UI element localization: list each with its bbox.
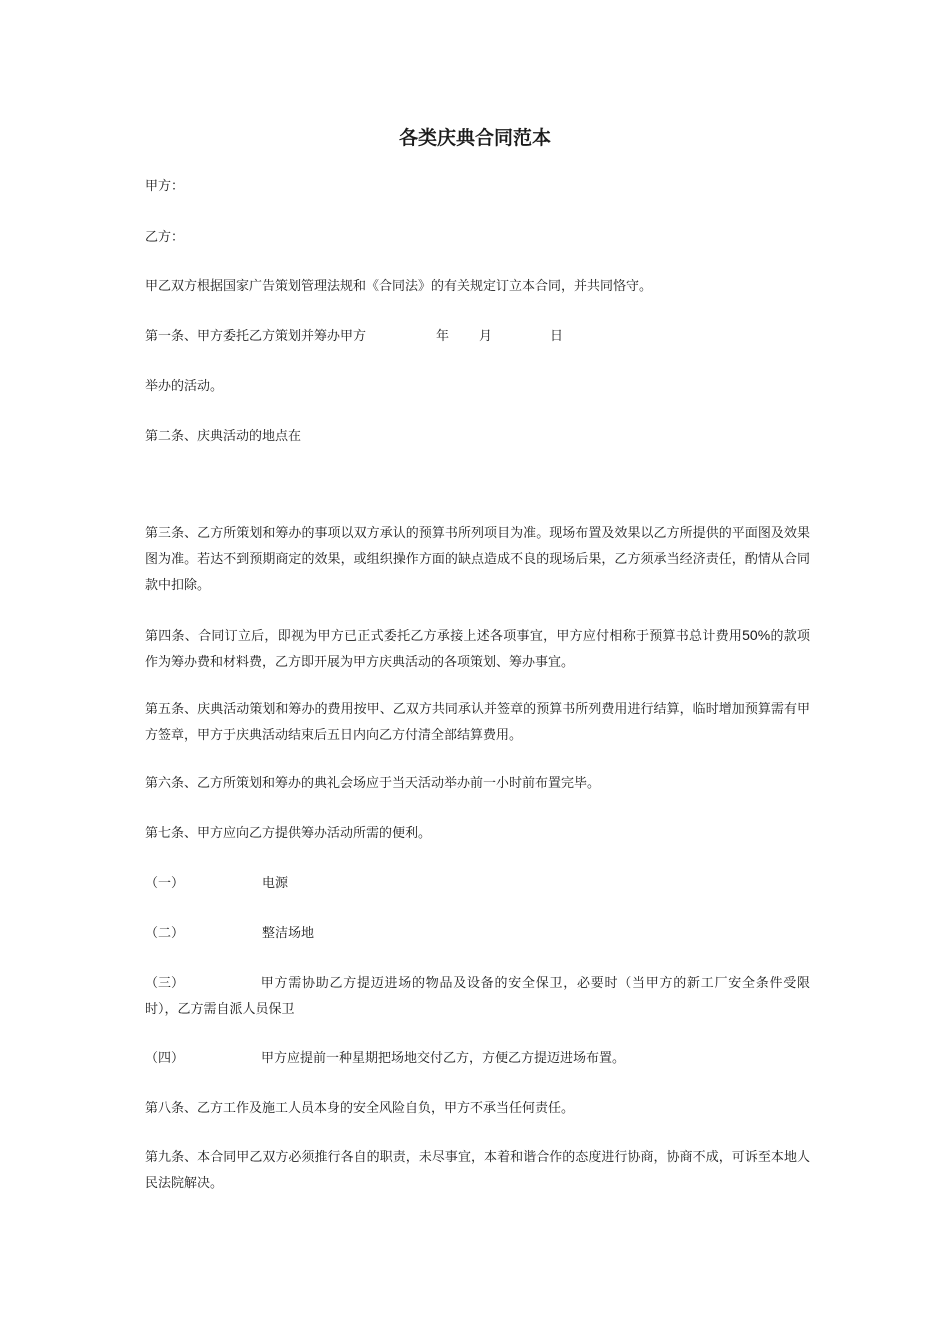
list-item-text: 甲方应提前一种星期把场地交付乙方，方便乙方提迈进场布置。 xyxy=(261,1051,626,1066)
preamble: 甲乙双方根据国家广告策划管理法规和《合同法》的有关规定订立本合同，并共同恪守。 xyxy=(145,279,653,294)
list-item xyxy=(145,921,810,947)
article-1-month: 月 xyxy=(479,329,493,344)
article-1-continued: 举办的活动。 xyxy=(145,379,224,394)
article-4-part1: 第四条、合同订立后，即视为甲方已正式委托乙方承接上述各项事宜，甲方应付相称于预算书总计费用 xyxy=(145,629,743,644)
list-item-label: （一） xyxy=(145,876,185,891)
article-5: 第五条、庆典活动策划和筹办的费用按甲、乙双方共同承认并签章的预算书所列费用进行结算，临时增加预算需有甲方签章，甲方于庆典活动结束后五日内向乙方付清全部结算费用。 xyxy=(145,702,810,743)
document-title: 各类庆典合同范本 xyxy=(398,127,551,149)
party-a-line: 甲方： xyxy=(145,179,185,194)
article-1-text: 第一条、甲方委托乙方策划并筹办甲方 xyxy=(145,329,367,344)
party-b-line: 乙方： xyxy=(145,230,185,245)
article-2: 第二条、庆典活动的地点在 xyxy=(145,429,302,444)
list-item-label: （三） xyxy=(145,976,185,991)
list-item xyxy=(145,971,810,1023)
article-1-year: 年 xyxy=(436,329,450,344)
article-4-part2: 的款项作为筹办费和材料费，乙方即开展为甲方庆典活动的各项策划、筹办事宜。 xyxy=(145,629,810,670)
list-item xyxy=(145,1046,810,1072)
list-item-label: （四） xyxy=(145,1051,185,1066)
article-4-percent: 50% xyxy=(742,627,771,643)
article-8: 第八条、乙方工作及施工人员本身的安全风险自负，甲方不承当任何责任。 xyxy=(145,1101,575,1116)
list-item-text: 电源 xyxy=(262,876,289,891)
list-item-text: 甲方需协助乙方提迈进场的物品及设备的安全保卫，必要时（当甲方的新工厂安全条件受限时），乙方需自派人员保卫 xyxy=(145,976,810,1017)
list-item-label: （二） xyxy=(145,926,185,941)
article-7: 第七条、甲方应向乙方提供筹办活动所需的便利。 xyxy=(145,826,432,841)
article-4 xyxy=(145,622,810,676)
article-9: 第九条、本合同甲乙双方必须推行各自的职责，未尽事宜，本着和谐合作的态度进行协商，协商不成，可诉至本地人民法院解决。 xyxy=(145,1150,810,1191)
article-1 xyxy=(145,324,810,350)
article-3: 第三条、乙方所策划和筹办的事项以双方承认的预算书所列项目为准。现场布置及效果以乙方所提供的平面图及效果图为准。若达不到预期商定的效果，或组织操作方面的缺点造成不良的现场后果，乙方须承当经济责任，酌情从合同款中扣除。 xyxy=(145,526,810,593)
list-item xyxy=(145,871,810,897)
list-item-text: 整洁场地 xyxy=(262,926,315,941)
article-1-day: 日 xyxy=(550,329,564,344)
article-6: 第六条、乙方所策划和筹办的典礼会场应于当天活动举办前一小时前布置完毕。 xyxy=(145,776,601,791)
